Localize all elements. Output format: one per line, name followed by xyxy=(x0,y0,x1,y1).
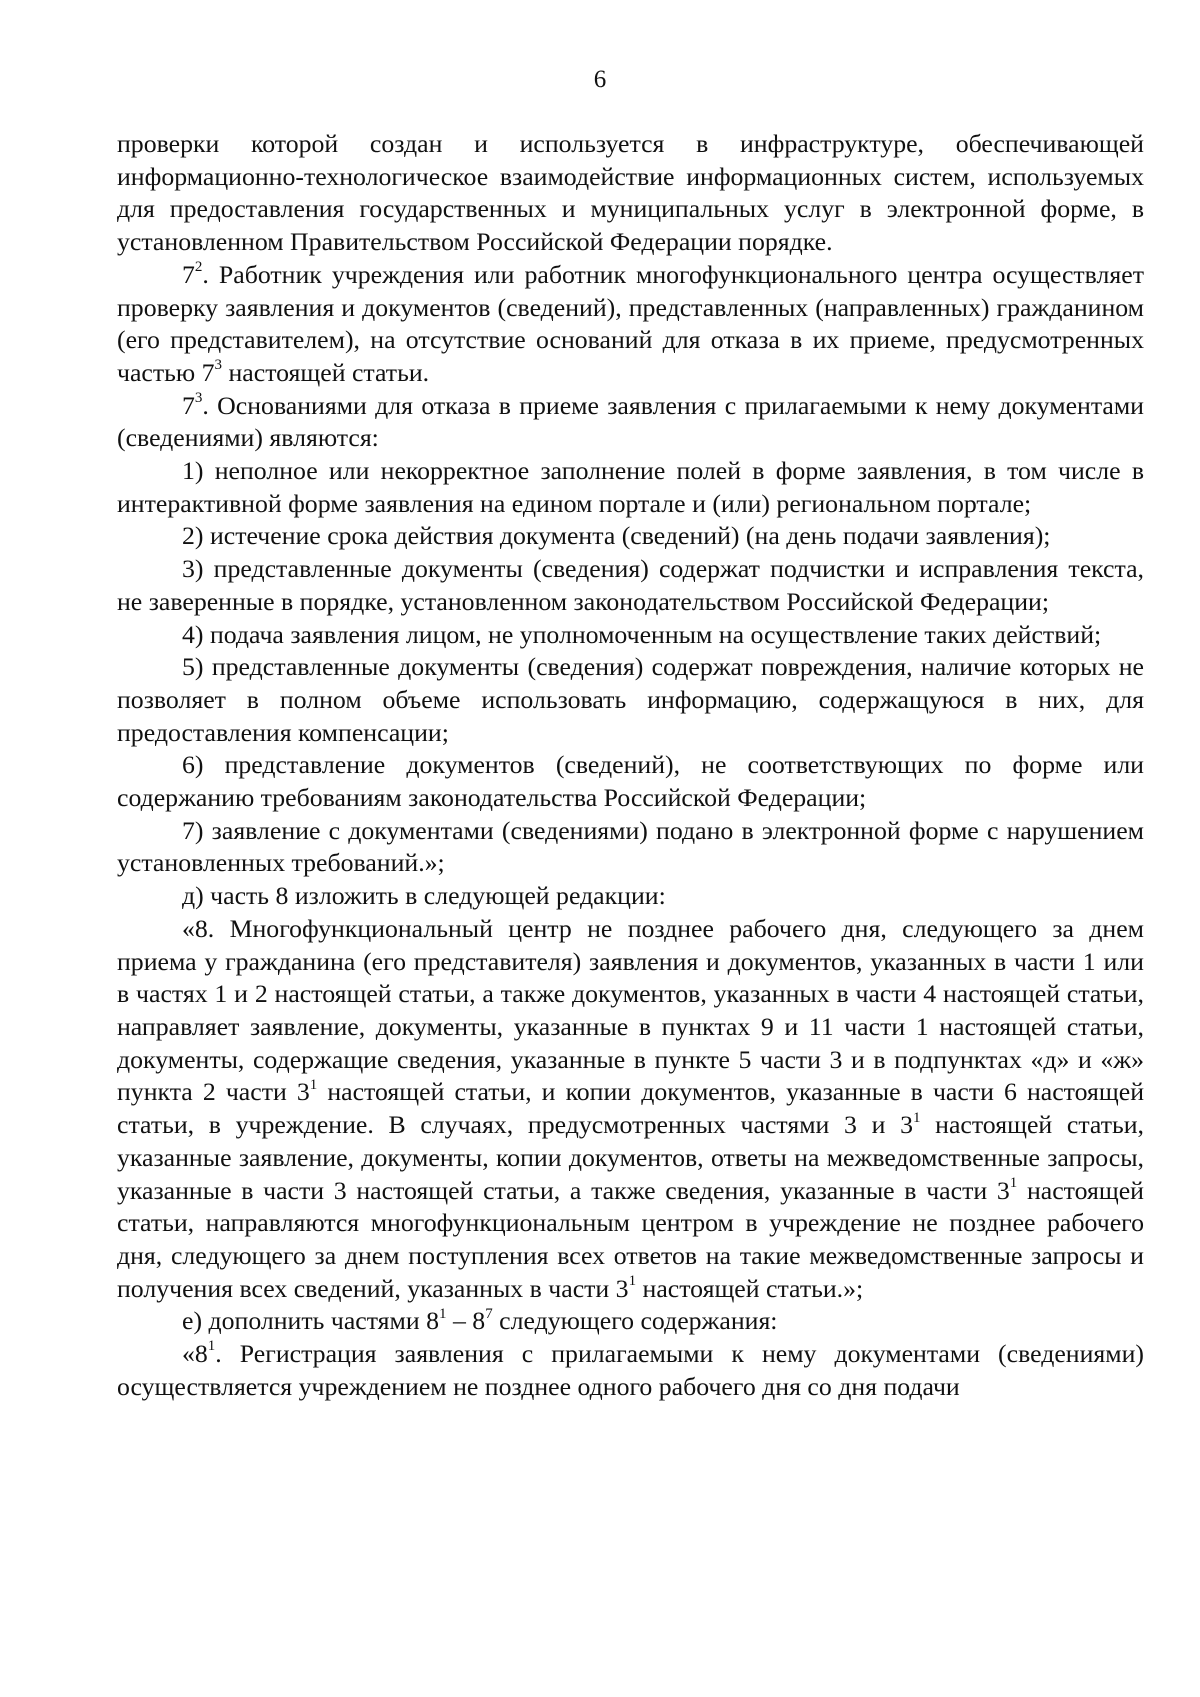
paragraph xyxy=(117,749,1144,814)
paragraph-text: 1) неполное или некорректное заполнение полей в форме заявления, в том числе в интерактивной форме заявления на едином портале и (или) региональном портале; xyxy=(117,456,1144,518)
paragraph xyxy=(117,520,1144,553)
paragraph xyxy=(117,619,1144,652)
paragraph-text: настоящей статьи. xyxy=(222,357,430,387)
paragraph-text: «8 xyxy=(182,1339,208,1369)
paragraph xyxy=(117,553,1144,618)
paragraph xyxy=(117,880,1144,913)
paragraph-text: настоящей статьи.»; xyxy=(636,1273,864,1303)
paragraph xyxy=(117,651,1144,749)
paragraph-text: 6) представление документов (сведений), не соответствующих по форме или содержанию требованиям законодательства Российской Федерации; xyxy=(117,750,1144,813)
paragraph-text: настоящей статьи, и копии документов, указанные в части 6 настоящей статьи, в учреждение. В случаях, предусмотренных частями 3 и 3 xyxy=(117,1077,1145,1140)
paragraph-text: 7 xyxy=(182,259,195,289)
paragraph-text: е) дополнить частями 8 xyxy=(182,1306,439,1336)
superscript: 2 xyxy=(194,259,203,276)
paragraph xyxy=(117,128,1144,259)
paragraph-text: проверки которой создан и используется в инфраструктуре, обеспечивающей информационно-технологическое взаимодействие информационных систем, используемых для предоставления государственных и муниципальных услуг в электронной форме, в установленном Правительством Российской Федерации порядке. xyxy=(117,129,1144,257)
paragraph-text: . Основаниями для отказа в приеме заявления с прилагаемыми к нему документами (сведениями) являются: xyxy=(117,390,1144,453)
paragraph-text: настоящей статьи, направляются многофункциональным центром в учреждение не позднее рабочего дня, следующего за днем поступления всех ответов на такие межведомственные запросы и получения всех сведений, указанных в части 3 xyxy=(117,1175,1144,1303)
paragraph xyxy=(117,815,1144,880)
paragraph-text: д) часть 8 изложить в следующей редакции: xyxy=(182,881,666,911)
paragraph-text: 7) заявление с документами (сведениями) подано в электронной форме с нарушением установленных требований.»; xyxy=(117,815,1144,878)
superscript: 1 xyxy=(439,1305,447,1322)
document-body xyxy=(117,128,1144,1403)
paragraph-text: – 8 xyxy=(446,1306,486,1336)
paragraph-text: 4) подача заявления лицом, не уполномоченным на осуществление таких действий; xyxy=(182,619,1102,649)
paragraph-text: следующего содержания: xyxy=(492,1306,778,1336)
paragraph xyxy=(117,455,1144,520)
superscript: 1 xyxy=(1009,1174,1018,1191)
superscript: 1 xyxy=(309,1076,318,1093)
superscript: 1 xyxy=(207,1338,216,1355)
paragraph-text: 3) представленные документы (сведения) содержат подчистки и исправления текста, не заверенные в порядке, установленном законодательством Российской Федерации; xyxy=(117,554,1144,616)
paragraph-text: 5) представленные документы (сведения) содержат повреждения, наличие которых не позволяет в полном объеме использовать информацию, содержащуюся в них, для предоставления компенсации; xyxy=(117,652,1144,747)
superscript: 1 xyxy=(912,1109,921,1126)
paragraph-text: 7 xyxy=(182,390,195,420)
paragraph-text: 2) истечение срока действия документа (сведений) (на день подачи заявления); xyxy=(182,521,1051,551)
paragraph-text: «8. Многофункциональный центр не позднее рабочего дня, следующего за днем приема у гражданина (его представителя) заявления и документов, указанных в части 1 или в частях 1 и 2 настоящей статьи, а также документов, указанных в части 4 настоящей статьи, направляет заявление, документы, указанные в пунктах 9 и 11 части 1 настоящей статьи, документы, содержащие сведения, указанные в пункте 5 части 3 и в подпунктах «д» и «ж» пункта 2 части 3 xyxy=(117,913,1144,1107)
superscript: 1 xyxy=(628,1273,637,1290)
paragraph xyxy=(117,390,1144,455)
paragraph xyxy=(117,259,1144,390)
paragraph xyxy=(117,1305,1144,1338)
superscript: 3 xyxy=(194,390,203,407)
superscript: 7 xyxy=(485,1305,493,1322)
paragraph-text: настоящей статьи, указанные заявление, документы, копии документов, ответы на межведомственные запросы, указанные в части 3 настоящей статьи, а также сведения, указанные в части 3 xyxy=(117,1110,1144,1205)
paragraph xyxy=(117,913,1144,1305)
paragraph-text: . Работник учреждения или работник многофункционального центра осуществляет проверку заявления и документов (сведений), представленных (направленных) гражданином (его представителем), на отсутствие оснований для отказа в их приеме, предусмотренных частью 7 xyxy=(117,259,1144,387)
superscript: 3 xyxy=(214,357,223,374)
paragraph-text: . Регистрация заявления с прилагаемыми к нему документами (сведениями) осуществляется учреждением не позднее одного рабочего дня со дня подачи xyxy=(117,1339,1144,1401)
page-number: 6 xyxy=(593,66,607,93)
paragraph xyxy=(117,1338,1144,1403)
